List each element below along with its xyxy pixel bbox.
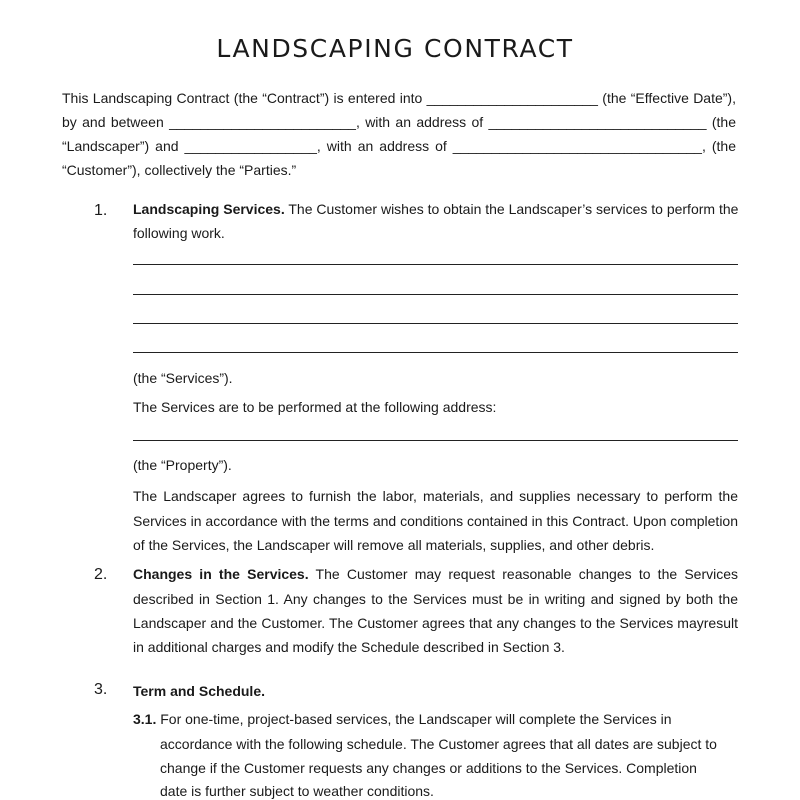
address-intro: The Services are to be performed at the following address:: [133, 399, 497, 415]
section-1-line-1-text: The Customer wishes to obtain the Landscaper’s services to perform the: [284, 201, 739, 217]
section-3-1-line-1: [133, 710, 671, 728]
section-2-line-1-text: The Customer may request reasonable changes to the Services: [308, 566, 739, 582]
section-3-heading-text: Term and Schedule.: [133, 683, 265, 699]
services-label: (the “Services”).: [133, 370, 233, 386]
section-3-1-line-2: accordance with the following schedule. The Customer agrees that all dates are subject to: [160, 736, 717, 752]
services-blank-line-2[interactable]: [133, 294, 738, 295]
section-2-line-3: Landscaper and the Customer. The Customer agrees that any changes to the Services mayresult: [133, 615, 738, 631]
section-3-heading: [133, 682, 265, 700]
section-1-para-line-1: The Landscaper agrees to furnish the labor, materials, and supplies necessary to perform the: [133, 488, 738, 504]
document-title: LANDSCAPING CONTRACT: [216, 34, 574, 63]
services-blank-line-1[interactable]: [133, 264, 738, 265]
section-3-1-number: 3.1.: [133, 711, 157, 727]
section-2-line-1: [133, 565, 738, 583]
section-1-line-1: [133, 200, 738, 218]
intro-line-2: by and between ________________________, with an address of ____________________________ (the: [62, 114, 736, 130]
section-1-line-2: following work.: [133, 225, 225, 241]
section-1-para-line-2: Services in accordance with the terms and conditions contained in this Contract. Upon completion: [133, 513, 738, 529]
section-1-number: 1.: [94, 202, 108, 219]
section-3-1-line-4: date is further subject to weather conditions.: [160, 783, 434, 799]
section-3-1-line-3: change if the Customer requests any changes or additions to the Services. Completion: [160, 760, 697, 776]
services-blank-line-4[interactable]: [133, 352, 738, 353]
section-1-para-line-3: of the Services, the Landscaper will remove all materials, supplies, and other debris.: [133, 537, 655, 553]
section-2-number: 2.: [94, 566, 108, 583]
section-3-1-line-1-text: For one-time, project-based services, the Landscaper will complete the Services in: [156, 711, 672, 727]
section-1-heading: Landscaping Services.: [133, 201, 285, 217]
property-blank-line[interactable]: [133, 440, 738, 441]
section-2-line-4: in additional charges and modify the Schedule described in Section 3.: [133, 639, 565, 655]
property-label: (the “Property”).: [133, 457, 232, 473]
section-2-heading: Changes in the Services.: [133, 566, 309, 582]
intro-line-1: This Landscaping Contract (the “Contract”) is entered into ______________________ (the “Effective Date”),: [62, 90, 736, 106]
intro-line-3: “Landscaper”) and _________________, with an address of ________________________________, (the: [62, 138, 736, 154]
intro-line-4: “Customer”), collectively the “Parties.”: [62, 162, 297, 178]
section-2-line-2: described in Section 1. Any changes to the Services must be in writing and signed by both the: [133, 591, 738, 607]
section-3-number: 3.: [94, 681, 108, 698]
services-blank-line-3[interactable]: [133, 323, 738, 324]
